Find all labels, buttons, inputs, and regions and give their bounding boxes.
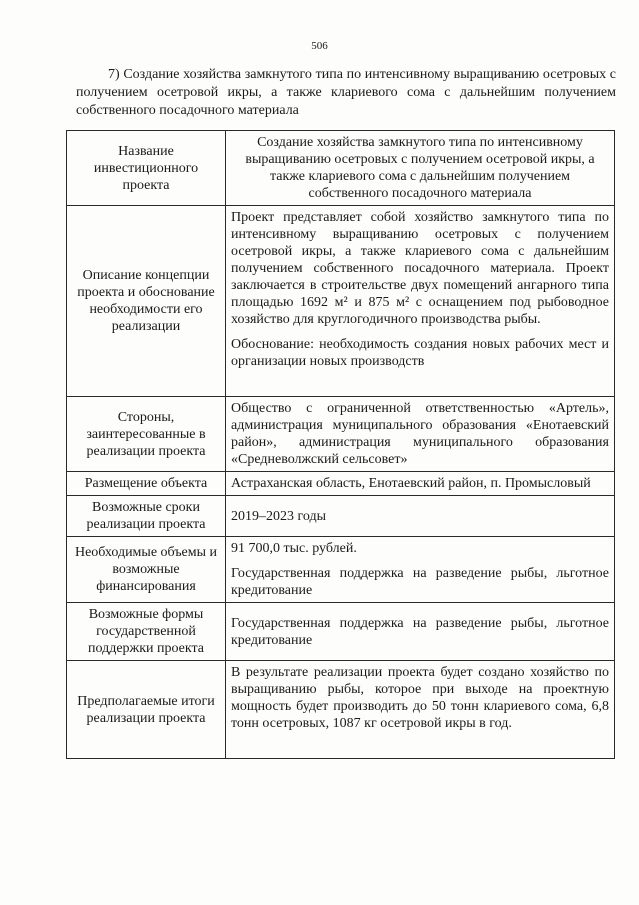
table-row-results [67, 661, 615, 759]
row-label: Описание концепции проекта и обоснование необходимости его реализации [67, 206, 226, 397]
row-label: Предполагаемые итоги реализации проекта [67, 661, 226, 759]
row-value-paragraph: Проект представляет собой хозяйство замкнутого типа по интенсивному выращиванию осетровых с получением осетровой икры, а также клариевого сома с дальнейшим получением собственного посадочного материала. Проект заключается в строительстве двух помещений ангарного типа площадью 1692 м² и 875 м² с оснащением под рыбоводное хозяйство для круглогодичного производства рыбы. [231, 210, 609, 327]
row-value-paragraph: 2019–2023 годы [231, 508, 327, 524]
table-row-state-support [67, 603, 615, 661]
row-label: Возможные сроки реализации проекта [67, 496, 226, 537]
row-value-paragraph: Астраханская область, Енотаевский район, п. Промысловый [231, 476, 591, 491]
project-passport-table [66, 130, 615, 759]
row-value-paragraph: Общество с ограниченной ответственностью «Артель», администрация муниципального образования «Енотаевский район», администрация муниципального образования «Средневолжский сельсовет» [231, 401, 609, 467]
row-label: Необходимые объемы и возможные финансирования [67, 537, 226, 603]
heading-text: 7) Создание хозяйства замкнутого типа по интенсивному выращиванию осетровых с получением осетровой икры, а также клариевого сома с дальнейшим получением собственного посадочного материала [76, 67, 616, 118]
row-label: Название инвестиционного проекта [67, 131, 226, 206]
table-row-funding [67, 537, 615, 603]
section-heading [76, 66, 616, 120]
row-label: Стороны, заинтересованные в реализации проекта [67, 397, 226, 472]
row-value-paragraph: Создание хозяйства замкнутого типа по интенсивному выращиванию осетровых с получением осетровой икры, а также клариевого сома с дальнейшим получением собственного посадочного материала [245, 135, 595, 201]
row-value-paragraph: Государственная поддержка на разведение рыбы, льготное кредитование [231, 615, 609, 648]
row-label: Размещение объекта [67, 472, 226, 496]
row-value-paragraph: Государственная поддержка на разведение рыбы, льготное кредитование [231, 566, 609, 598]
table-row-location [67, 472, 615, 496]
row-value [226, 206, 615, 397]
row-label: Возможные формы государственной поддержки проекта [67, 603, 226, 661]
row-value [226, 397, 615, 472]
page-number: 506 [311, 40, 328, 52]
row-value [226, 496, 615, 537]
row-value-paragraph: В результате реализации проекта будет создано хозяйство по выращиванию рыбы, которое при выходе на проектную мощность будет производить до 50 тонн клариевого сома, 6,8 тонн осетровых, 1087 кг осетровой икры в год. [231, 665, 609, 731]
row-value [226, 603, 615, 661]
table-row-stakeholders [67, 397, 615, 472]
row-value [226, 472, 615, 496]
row-value-paragraph: Обоснование: необходимость создания новых рабочих мест и организации новых производств [231, 337, 609, 369]
row-value-paragraph: 91 700,0 тыс. рублей. [231, 541, 357, 556]
row-value [226, 537, 615, 603]
row-value [226, 661, 615, 759]
row-value [226, 131, 615, 206]
table-row-project-name [67, 131, 615, 206]
table-row-concept [67, 206, 615, 397]
table-row-timeline [67, 496, 615, 537]
